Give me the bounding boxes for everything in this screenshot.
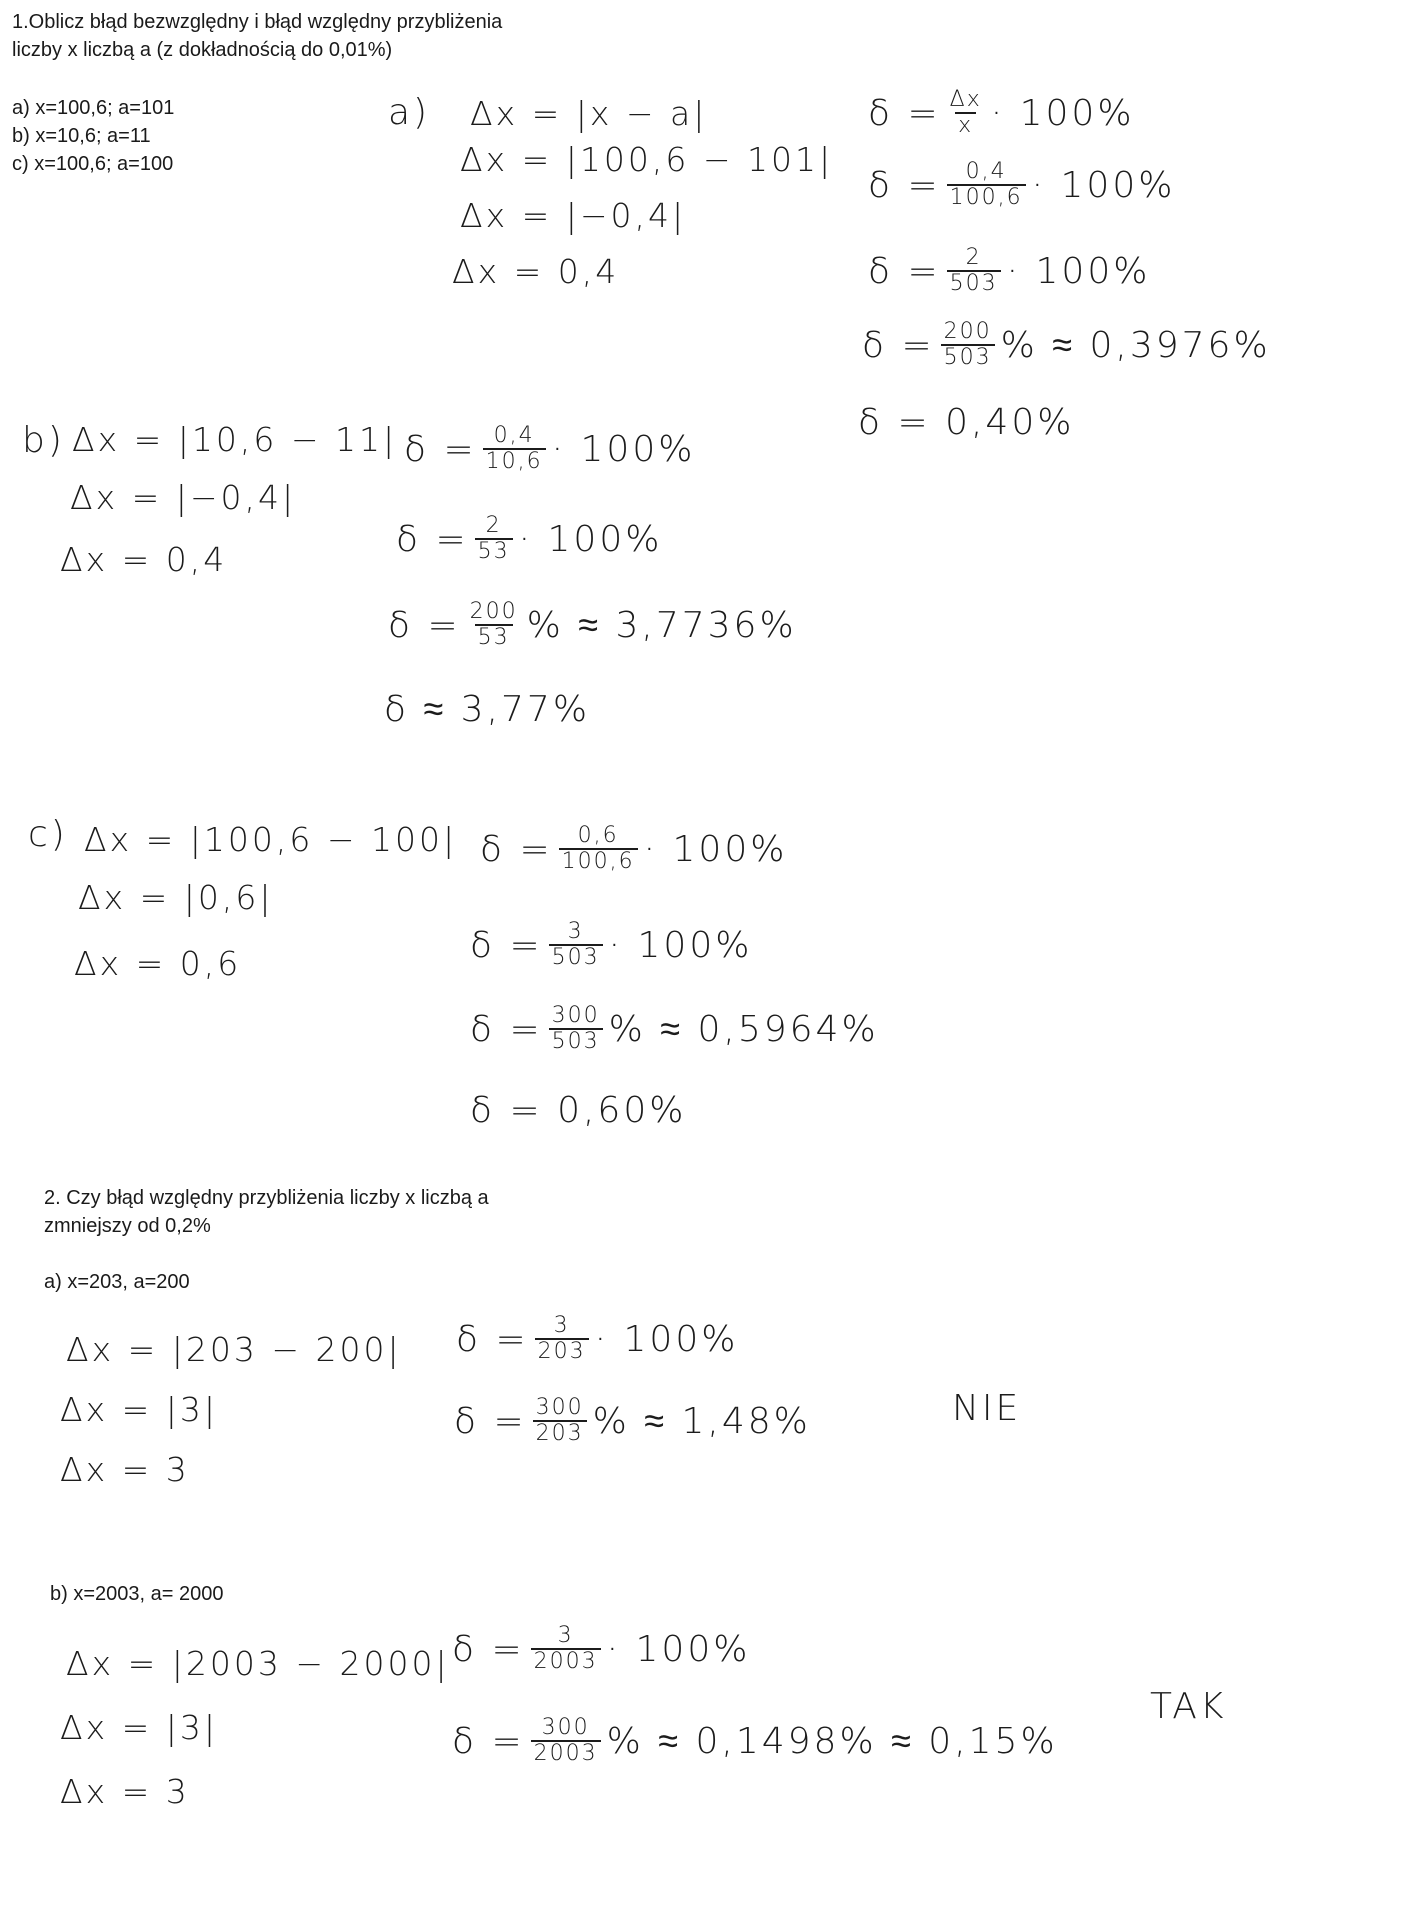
task2b-abs-3: Δx = 3 (60, 1772, 190, 1811)
task2a-rel-1 (456, 1314, 738, 1364)
rel-rhs: · 100% (551, 428, 696, 470)
task1a-rel-1 (868, 88, 1135, 138)
task1a-rel-3 (868, 246, 1150, 296)
task1-item-b: b) x=10,6; a=11 (12, 125, 151, 147)
task1b-abs-3: Δx = 0,4 (60, 540, 228, 579)
task1a-rel-4 (862, 320, 1271, 370)
fraction (531, 1624, 601, 1674)
rel-rhs: % ≈ 1,48% (592, 1401, 811, 1442)
fraction (549, 1004, 603, 1054)
task2a-abs-2: Δx = |3| (60, 1390, 218, 1429)
denominator: 503 (549, 944, 603, 970)
fraction (941, 320, 995, 370)
task1-title-line2: liczby x liczbą a (z dokładnością do 0,01%) (12, 39, 393, 61)
task1a-rel-2 (868, 160, 1175, 210)
task1b-final: δ ≈ 3,77% (384, 689, 591, 730)
rel-rhs: · 100% (990, 92, 1135, 134)
rel-lhs: δ = (480, 828, 553, 870)
fraction (483, 424, 546, 474)
denominator: 203 (533, 1420, 587, 1446)
denominator: x (955, 112, 976, 138)
rel-lhs: δ = (404, 428, 477, 470)
task1b-rel-3 (388, 600, 797, 650)
rel-rhs: % ≈ 0,3976% (1000, 325, 1271, 366)
rel-lhs: δ = (868, 250, 941, 292)
task1-item-c: c) x=100,6; a=100 (12, 153, 174, 175)
rel-lhs: δ = (470, 924, 543, 966)
rel-lhs: δ = (868, 164, 941, 206)
fraction (947, 160, 1026, 210)
task1c-final: δ = 0,60% (470, 1090, 687, 1131)
task2a-abs-3: Δx = 3 (60, 1450, 190, 1489)
task1b-rel-1 (404, 424, 695, 474)
task2b-abs-2: Δx = |3| (60, 1708, 218, 1747)
rel-rhs: · 100% (643, 828, 788, 870)
denominator: 503 (941, 344, 995, 370)
task1c-label: c) (28, 814, 68, 855)
task1c-rel-1 (480, 824, 787, 874)
fraction (947, 88, 985, 138)
rel-rhs: · 100% (608, 924, 753, 966)
task1c-abs-2: Δx = |0,6| (78, 878, 274, 917)
denominator: 53 (475, 624, 513, 650)
fraction (535, 1314, 589, 1364)
fraction (467, 600, 521, 650)
numerator: 3 (567, 919, 584, 944)
task1b-rel-2 (396, 514, 662, 564)
fraction (533, 1396, 587, 1446)
task2-title-line1: 2. Czy błąd względny przybliżenia liczby x liczbą a (44, 1187, 489, 1209)
rel-rhs: · 100% (518, 518, 663, 560)
denominator: 2003 (531, 1648, 601, 1674)
task2a-abs-1: Δx = |203 − 200| (66, 1330, 402, 1369)
task1a-final: δ = 0,40% (858, 402, 1075, 443)
numerator: 0,4 (493, 423, 535, 448)
numerator: 300 (541, 1715, 590, 1740)
task2-title-line2: zmniejszy od 0,2% (44, 1215, 211, 1237)
fraction (947, 246, 1001, 296)
task2-item-b: b) x=2003, a= 2000 (50, 1583, 224, 1605)
task1b-label: b) (22, 420, 65, 461)
numerator: 2 (485, 513, 502, 538)
rel-lhs: δ = (456, 1318, 529, 1360)
rel-lhs: δ = (470, 1008, 543, 1050)
task2b-answer: TAK (1150, 1686, 1227, 1727)
task1b-abs-2: Δx = |−0,4| (70, 478, 297, 517)
task1b-abs-1: Δx = |10,6 − 11| (72, 420, 398, 459)
task1a-abs-1: Δx = |x − a| (470, 94, 708, 133)
task2a-answer: NIE (952, 1388, 1022, 1429)
task1-item-a: a) x=100,6; a=101 (12, 97, 175, 119)
numerator: 3 (553, 1313, 570, 1338)
rel-rhs: % ≈ 0,1498% ≈ 0,15% (606, 1721, 1058, 1762)
denominator: 2003 (531, 1740, 601, 1766)
task2b-abs-1: Δx = |2003 − 2000| (66, 1644, 450, 1683)
task1c-abs-3: Δx = 0,6 (74, 944, 242, 983)
task1c-abs-1: Δx = |100,6 − 100| (84, 820, 458, 859)
rel-rhs: % ≈ 3,7736% (526, 605, 797, 646)
rel-lhs: δ = (454, 1400, 527, 1442)
numerator: 300 (535, 1395, 584, 1420)
denominator: 203 (535, 1338, 589, 1364)
rel-rhs: % ≈ 0,5964% (608, 1009, 879, 1050)
fraction (475, 514, 513, 564)
task1c-rel-3 (470, 1004, 879, 1054)
numerator: 3 (557, 1623, 574, 1648)
rel-lhs: δ = (862, 324, 935, 366)
task1a-abs-4: Δx = 0,4 (452, 252, 620, 291)
numerator: 2 (965, 245, 982, 270)
rel-rhs: · 100% (1006, 250, 1151, 292)
denominator: 10,6 (483, 448, 546, 474)
task1-title-line1: 1.Oblicz błąd bezwzględny i błąd względny przybliżenia (12, 11, 503, 33)
numerator: 200 (943, 319, 992, 344)
denominator: 53 (475, 538, 513, 564)
fraction (531, 1716, 601, 1766)
rel-rhs: · 100% (594, 1318, 739, 1360)
rel-rhs: · 100% (1031, 164, 1176, 206)
task1a-abs-3: Δx = |−0,4| (460, 196, 687, 235)
task2a-rel-2 (454, 1396, 811, 1446)
denominator: 100,6 (947, 184, 1026, 210)
rel-lhs: δ = (452, 1720, 525, 1762)
rel-lhs: δ = (868, 92, 941, 134)
task1a-abs-2: Δx = |100,6 − 101| (460, 140, 834, 179)
rel-lhs: δ = (452, 1628, 525, 1670)
denominator: 503 (549, 1028, 603, 1054)
fraction (549, 920, 603, 970)
rel-rhs: · 100% (606, 1628, 751, 1670)
numerator: 0,4 (965, 159, 1007, 184)
denominator: 503 (947, 270, 1001, 296)
rel-lhs: δ = (396, 518, 469, 560)
task1a-label: a) (388, 92, 431, 133)
task2b-rel-1 (452, 1624, 750, 1674)
task2b-rel-2 (452, 1716, 1058, 1766)
numerator: 200 (469, 599, 518, 624)
denominator: 100,6 (559, 848, 638, 874)
numerator: Δx (949, 87, 982, 112)
fraction (559, 824, 638, 874)
numerator: 300 (551, 1003, 600, 1028)
task2-item-a: a) x=203, a=200 (44, 1271, 190, 1293)
numerator: 0,6 (577, 823, 619, 848)
task1c-rel-2 (470, 920, 752, 970)
rel-lhs: δ = (388, 604, 461, 646)
